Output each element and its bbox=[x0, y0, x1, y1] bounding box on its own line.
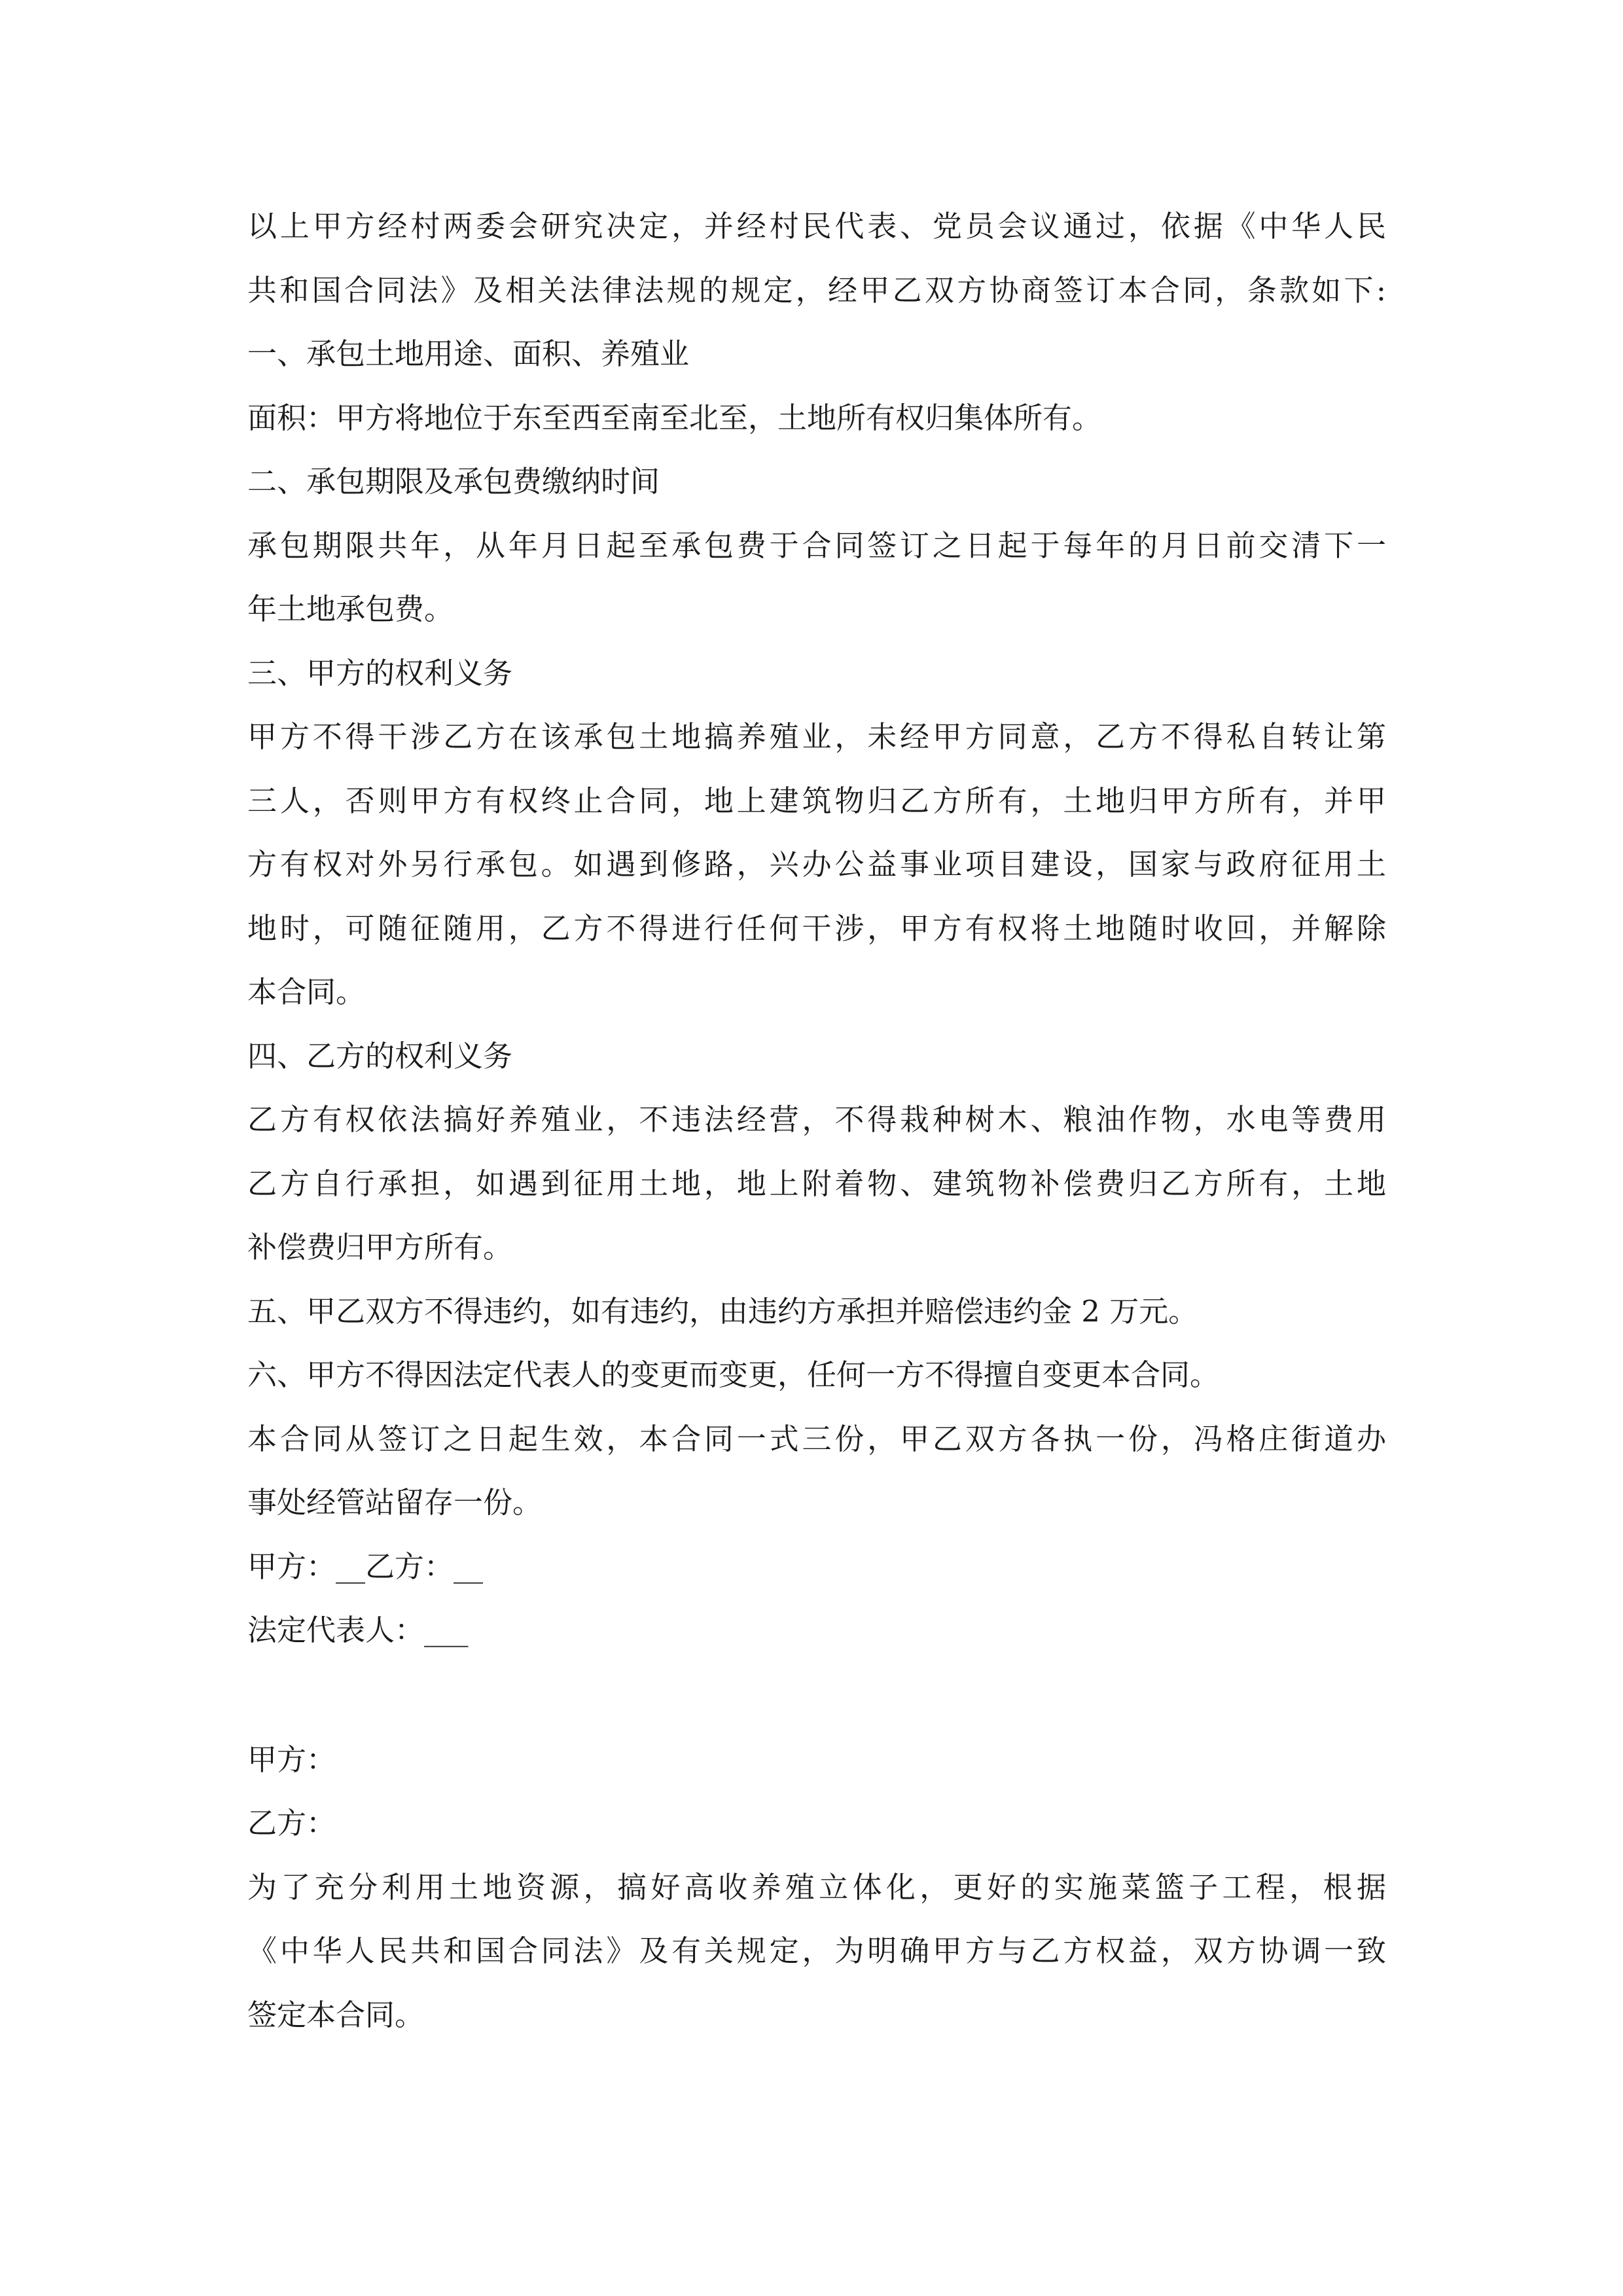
paragraph-line: 《中华人民共和国合同法》及有关规定，为明确甲方与乙方权益，双方协调一致 bbox=[247, 1933, 1386, 1968]
paragraph-line: 三人，否则甲方有权终止合同，地上建筑物归乙方所有，土地归甲方所有，并甲 bbox=[247, 783, 1386, 818]
paragraph-line: 本合同从签订之日起生效，本合同一式三份，甲乙双方各执一份，冯格庄街道办 bbox=[247, 1421, 1386, 1456]
paragraph-line: 方有权对外另行承包。如遇到修路，兴办公益事业项目建设，国家与政府征用土 bbox=[247, 847, 1386, 882]
party-a-label: 甲方： bbox=[247, 1742, 336, 1777]
paragraph-line: 本合同。 bbox=[247, 975, 366, 1009]
paragraph-line: 乙方自行承担，如遇到征用土地，地上附着物、建筑物补偿费归乙方所有，土地 bbox=[247, 1166, 1386, 1201]
paragraph-line: 签定本合同。 bbox=[247, 1997, 425, 2032]
legal-representative-line: 法定代表人：___ bbox=[247, 1613, 469, 1647]
party-b-label: 乙方： bbox=[247, 1806, 336, 1840]
blank-gap bbox=[247, 1662, 1386, 1728]
paragraph-line: 事处经管站留存一份。 bbox=[247, 1485, 543, 1520]
section-heading: 一、承包土地用途、面积、养殖业 bbox=[247, 336, 690, 371]
paragraph-line: 乙方有权依法搞好养殖业，不违法经营，不得栽种树木、粮油作物，水电等费用 bbox=[247, 1102, 1386, 1137]
paragraph-line: 共和国合同法》及相关法律法规的规定，经甲乙双方协商签订本合同，条款如下: bbox=[247, 272, 1386, 308]
paragraph-line: 补偿费归甲方所有。 bbox=[247, 1230, 513, 1265]
section-heading: 五、甲乙双方不得违约，如有违约，由违约方承担并赔偿违约金 2 万元。 bbox=[247, 1293, 1198, 1329]
paragraph-line: 以上甲方经村两委会研究决定，并经村民代表、党员会议通过，依据《中华人民 bbox=[247, 209, 1386, 243]
document-body bbox=[247, 194, 1386, 2047]
paragraph-line: 面积：甲方将地位于东至西至南至北至，土地所有权归集体所有。 bbox=[247, 400, 1102, 435]
section-heading: 六、甲方不得因法定代表人的变更而变更，任何一方不得擅自变更本合同。 bbox=[247, 1357, 1220, 1392]
section-heading: 二、承包期限及承包费缴纳时间 bbox=[247, 464, 660, 499]
paragraph-line: 年土地承包费。 bbox=[247, 592, 454, 626]
paragraph-line: 甲方不得干涉乙方在该承包土地搞养殖业，未经甲方同意，乙方不得私自转让第 bbox=[247, 719, 1386, 754]
paragraph-line: 为了充分利用土地资源，搞好高收养殖立体化，更好的实施菜篮子工程，根据 bbox=[247, 1869, 1386, 1905]
section-heading: 四、乙方的权利义务 bbox=[247, 1038, 513, 1073]
section-heading: 三、甲方的权利义务 bbox=[247, 655, 513, 691]
signature-line: 甲方：__乙方：__ bbox=[247, 1549, 484, 1584]
paragraph-line: 承包期限共年，从年月日起至承包费于合同签订之日起于每年的月日前交清下一 bbox=[247, 528, 1386, 563]
paragraph-line: 地时，可随征随用，乙方不得进行任何干涉，甲方有权将土地随时收回，并解除 bbox=[247, 910, 1386, 946]
